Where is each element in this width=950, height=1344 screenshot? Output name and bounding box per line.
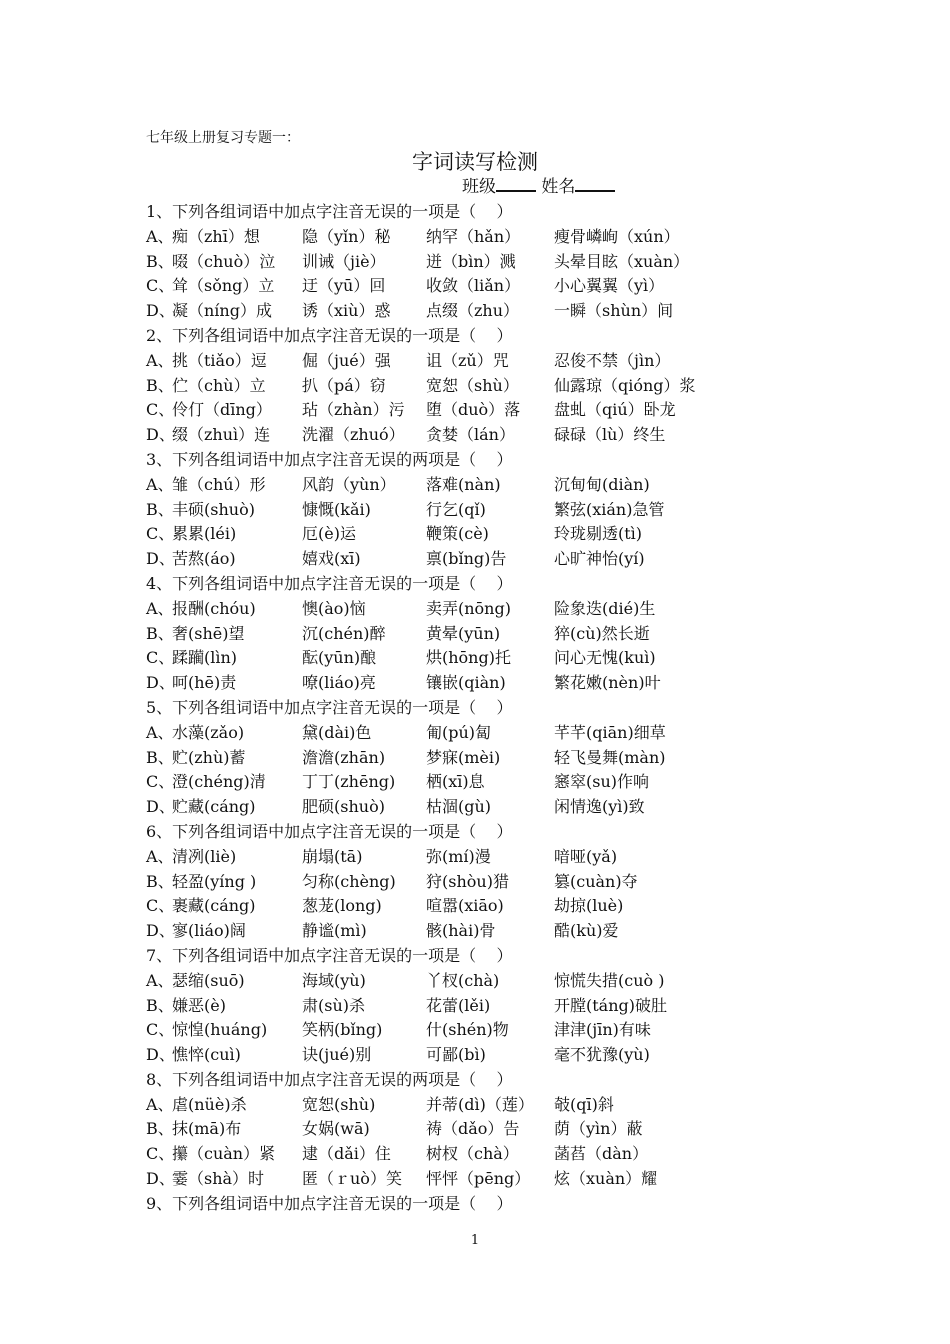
option-word: 瘦骨嶙峋（xún）: [554, 226, 680, 246]
option-word: 寥(liáo)阔: [172, 921, 246, 941]
question-stem: 8、下列各组词语中加点字注音无误的两项是（ ）: [146, 1069, 513, 1089]
option-row: [146, 1117, 906, 1142]
option-row: [146, 994, 906, 1019]
option-row: [146, 770, 906, 795]
option-word: 伫（chù）立: [172, 375, 266, 395]
option-word: 弥(mí)漫: [426, 846, 491, 866]
option-word: 喑哑(yǎ): [554, 846, 618, 866]
option-word: 纳罕（hǎn）: [426, 226, 521, 246]
option-row: [146, 498, 906, 523]
option-row: [146, 1142, 906, 1167]
option-word: 篡(cuàn)夺: [554, 871, 638, 891]
class-blank: [496, 176, 536, 192]
option-word: 玲珑剔透(tì): [554, 524, 643, 544]
option-word: 问心无愧(kuì): [554, 648, 656, 668]
option-label: B、: [146, 995, 174, 1015]
page-number: 1: [470, 1233, 480, 1248]
option-word: 澄(chéng)清: [172, 772, 266, 792]
option-word: 清冽(liè): [172, 846, 237, 866]
page-title: 字词读写检测: [412, 150, 538, 174]
option-word: 伶仃（dīng）: [172, 400, 272, 420]
option-word: 惊慌失措(cuò ): [554, 970, 665, 990]
option-word: 攲(qī)斜: [554, 1094, 614, 1114]
subject-line: 七年级上册复习专题一：: [146, 130, 300, 146]
option-word: 奢(shē)望: [172, 623, 245, 643]
option-word: 菡萏（dàn）: [554, 1144, 649, 1164]
option-word: 津津(jīn)有味: [554, 1020, 651, 1040]
option-word: 嘹(liáo)亮: [302, 673, 376, 693]
option-row: [146, 870, 906, 895]
option-row: [146, 1167, 906, 1192]
option-word: 累累(léi): [172, 524, 237, 544]
option-word: 劫掠(luè): [554, 896, 624, 916]
option-label: B、: [146, 747, 174, 767]
option-label: A、: [146, 846, 174, 866]
option-word: 开膛(táng)破肚: [554, 995, 668, 1015]
option-word: 可鄙(bì): [426, 1045, 486, 1065]
option-row: [146, 374, 906, 399]
option-label: C、: [146, 1144, 175, 1164]
class-name-line: [462, 175, 615, 199]
option-label: D、: [146, 301, 175, 321]
option-word: 酷(kù)爱: [554, 921, 619, 941]
option-word: 什(shén)物: [426, 1020, 509, 1040]
option-word: 并蒂(dì)（莲）: [426, 1094, 534, 1114]
option-word: 逮（dǎi）住: [302, 1144, 391, 1164]
option-word: 繁弦(xián)急管: [554, 499, 665, 519]
option-label: D、: [146, 425, 175, 445]
option-word: 厄(è)运: [302, 524, 356, 544]
question-stem: 6、下列各组词语中加点字注音无误的一项是（ ）: [146, 821, 513, 841]
option-word: 行乞(qǐ): [426, 499, 486, 519]
option-word: 烘(hōng)托: [426, 648, 511, 668]
option-word: 缀（zhuì）连: [172, 425, 271, 445]
option-word: 鞭策(cè): [426, 524, 489, 544]
option-label: B、: [146, 871, 174, 891]
option-row: [146, 225, 906, 250]
option-label: C、: [146, 524, 175, 544]
option-word: 镶嵌(qiàn): [426, 673, 506, 693]
option-word: 惊惶(huáng): [172, 1020, 268, 1040]
option-word: 嫌恶(è): [172, 995, 226, 1015]
question-list: [146, 200, 906, 1217]
option-word: 落难(nàn): [426, 474, 501, 494]
option-word: 猝(cù)然长逝: [554, 623, 650, 643]
option-word: 海域(yù): [302, 970, 366, 990]
option-word: 澹澹(zhān): [302, 747, 386, 767]
option-label: C、: [146, 648, 175, 668]
option-word: 呵(hē)责: [172, 673, 237, 693]
option-word: 迂（yū）回: [302, 276, 386, 296]
option-word: 窸窣(su)作响: [554, 772, 650, 792]
option-word: 黄晕(yūn): [426, 623, 501, 643]
option-word: 栖(xī)息: [426, 772, 485, 792]
option-label: D、: [146, 549, 175, 569]
option-word: 水藻(zǎo): [172, 722, 245, 742]
name-label: 姓名: [541, 177, 576, 197]
option-word: 贮藏(cáng): [172, 797, 256, 817]
option-word: 凝（níng）成: [172, 301, 272, 321]
option-word: 葱茏(long): [302, 896, 382, 916]
option-word: 贪婪（lán）: [426, 425, 515, 445]
option-row: [146, 646, 906, 671]
option-word: 嬉戏(xī): [302, 549, 361, 569]
option-word: 裹藏(cáng): [172, 896, 256, 916]
option-word: 树杈（chà）: [426, 1144, 519, 1164]
option-word: 懊(ào)恼: [302, 598, 366, 618]
option-word: 祷（dǎo）告: [426, 1119, 520, 1139]
option-word: 一瞬（shùn）间: [554, 301, 674, 321]
question-stem: 7、下列各组词语中加点字注音无误的一项是（ ）: [146, 945, 513, 965]
option-word: 仙露琼（qióng）浆: [554, 375, 696, 395]
option-row: [146, 250, 906, 275]
option-row: [146, 1043, 906, 1068]
option-word: 碌碌（lù）终生: [554, 425, 666, 445]
option-word: 喧嚣(xiāo): [426, 896, 504, 916]
option-label: B、: [146, 1119, 174, 1139]
option-word: 匿（ｒuò）笑: [302, 1169, 402, 1189]
option-word: 忍俊不禁（jìn）: [554, 350, 671, 370]
option-word: 憔悴(cuì): [172, 1045, 241, 1065]
option-label: B、: [146, 375, 174, 395]
option-label: D、: [146, 1169, 175, 1189]
option-word: 丫杈(chà): [426, 970, 500, 990]
option-label: B、: [146, 499, 174, 519]
option-label: D、: [146, 673, 175, 693]
option-row: [146, 671, 906, 696]
option-word: 雏（chú）形: [172, 474, 266, 494]
option-word: 小心翼翼（yì）: [554, 276, 665, 296]
option-row: [146, 547, 906, 572]
question-stem: 3、下列各组词语中加点字注音无误的两项是（ ）: [146, 449, 513, 469]
option-label: A、: [146, 1094, 174, 1114]
option-word: 肃(sù)杀: [302, 995, 366, 1015]
option-word: 卖弄(nōng): [426, 598, 511, 618]
option-row: [146, 894, 906, 919]
option-word: 花蕾(lěi): [426, 995, 491, 1015]
option-word: 隐（yǐn）秘: [302, 226, 391, 246]
option-label: C、: [146, 896, 175, 916]
option-word: 沉(chén)醉: [302, 623, 386, 643]
option-label: A、: [146, 474, 174, 494]
name-blank: [575, 176, 615, 192]
option-word: 笑柄(bǐng): [302, 1020, 383, 1040]
option-label: D、: [146, 921, 175, 941]
option-row: [146, 1093, 906, 1118]
option-label: A、: [146, 226, 174, 246]
option-word: 匍(pú)匐: [426, 722, 492, 742]
option-word: 倔（jué）强: [302, 350, 391, 370]
option-word: 宽恕（shù）: [426, 375, 519, 395]
option-word: 抹(mā)布: [172, 1119, 242, 1139]
option-word: 肥硕(shuò): [302, 797, 385, 817]
option-row: [146, 597, 906, 622]
option-word: 炫（xuàn）耀: [554, 1169, 658, 1189]
option-word: 攥（cuàn）紧: [172, 1144, 276, 1164]
question-stem: 9、下列各组词语中加点字注音无误的一项是（ ）: [146, 1193, 513, 1213]
option-word: 耸（sǒng）立: [172, 276, 275, 296]
question-stem: 4、下列各组词语中加点字注音无误的一项是（ ）: [146, 573, 513, 593]
option-word: 诱（xiù）惑: [302, 301, 391, 321]
option-word: 痴（zhī）想: [172, 226, 260, 246]
option-word: 崩塌(tā): [302, 846, 363, 866]
option-row: [146, 746, 906, 771]
option-word: 洗濯（zhuó）: [302, 425, 405, 445]
option-word: 女娲(wā): [302, 1119, 370, 1139]
option-word: 丁丁(zhēng): [302, 772, 396, 792]
option-word: 迸（bìn）溅: [426, 251, 516, 271]
option-row: [146, 919, 906, 944]
option-word: 丰硕(shuò): [172, 499, 255, 519]
option-word: 瑟缩(suō): [172, 970, 245, 990]
question-stem: 5、下列各组词语中加点字注音无误的一项是（ ）: [146, 697, 513, 717]
option-label: D、: [146, 1045, 175, 1065]
option-label: C、: [146, 1020, 175, 1040]
option-row: [146, 522, 906, 547]
question-stem: 2、下列各组词语中加点字注音无误的一项是（ ）: [146, 325, 513, 345]
option-word: 霎（shà）时: [172, 1169, 265, 1189]
option-word: 毫不犹豫(yù): [554, 1045, 650, 1065]
option-word: 诀(jué)别: [302, 1045, 372, 1065]
option-label: B、: [146, 623, 174, 643]
option-word: 苦熬(áo): [172, 549, 236, 569]
option-word: 沉甸甸(diàn): [554, 474, 650, 494]
option-word: 繁花嫩(nèn)叶: [554, 673, 661, 693]
option-word: 芊芊(qiān)细草: [554, 722, 666, 742]
option-label: A、: [146, 722, 174, 742]
option-row: [146, 473, 906, 498]
option-word: 贮(zhù)蓄: [172, 747, 246, 767]
option-word: 荫（yìn）蔽: [554, 1119, 643, 1139]
question-stem: 1、下列各组词语中加点字注音无误的一项是（ ）: [146, 202, 513, 221]
option-word: 蹂躏(lìn): [172, 648, 238, 668]
option-word: 虐(nüè)杀: [172, 1094, 247, 1114]
option-word: 梦寐(mèi): [426, 747, 501, 767]
option-label: A、: [146, 598, 174, 618]
option-word: 挑（tiǎo）逗: [172, 350, 267, 370]
option-word: 狩(shòu)猎: [426, 871, 509, 891]
option-row: [146, 398, 906, 423]
option-word: 黛(dài)色: [302, 722, 372, 742]
option-word: 点缀（zhu）: [426, 301, 520, 321]
option-row: [146, 1018, 906, 1043]
option-word: 轻盈(yíng ): [172, 871, 257, 891]
option-row: [146, 423, 906, 448]
option-word: 慷慨(kǎi): [302, 499, 371, 519]
option-label: B、: [146, 251, 174, 271]
option-row: [146, 299, 906, 324]
option-word: 枯涸(gù): [426, 797, 492, 817]
option-row: [146, 969, 906, 994]
option-row: [146, 274, 906, 299]
option-word: 报酬(chóu): [172, 598, 256, 618]
option-word: 扒（pá）窃: [302, 375, 386, 395]
option-label: C、: [146, 276, 175, 296]
option-word: 闲情逸(yì)致: [554, 797, 645, 817]
option-word: 匀称(chèng): [302, 871, 396, 891]
option-word: 风韵（yùn）: [302, 474, 396, 494]
option-label: A、: [146, 970, 174, 990]
option-word: 诅（zǔ）咒: [426, 350, 509, 370]
option-word: 怦怦（pēng）: [426, 1169, 531, 1189]
option-word: 盘虬（qiú）卧龙: [554, 400, 676, 420]
option-word: 轻飞曼舞(màn): [554, 747, 666, 767]
option-word: 收敛（liǎn）: [426, 276, 521, 296]
class-label: 班级: [462, 177, 496, 197]
option-word: 静谧(mì): [302, 921, 367, 941]
option-label: C、: [146, 772, 175, 792]
option-row: [146, 721, 906, 746]
option-label: D、: [146, 797, 175, 817]
option-word: 训诫（jiè）: [302, 251, 386, 271]
option-word: 头晕目眩（xuàn）: [554, 251, 690, 271]
option-row: [146, 795, 906, 820]
option-label: C、: [146, 400, 175, 420]
option-word: 玷（zhàn）污: [302, 400, 405, 420]
option-row: [146, 349, 906, 374]
option-word: 宽恕(shù): [302, 1094, 376, 1114]
option-word: 酝(yūn)酿: [302, 648, 377, 668]
option-row: [146, 622, 906, 647]
option-word: 禀(bǐng)告: [426, 549, 507, 569]
option-word: 堕（duò）落: [426, 400, 521, 420]
option-word: 骸(hài)骨: [426, 921, 496, 941]
option-word: 险象迭(dié)生: [554, 598, 656, 618]
option-label: A、: [146, 350, 174, 370]
option-row: [146, 845, 906, 870]
option-word: 啜（chuò）泣: [172, 251, 276, 271]
option-word: 心旷神怡(yí): [554, 549, 645, 569]
